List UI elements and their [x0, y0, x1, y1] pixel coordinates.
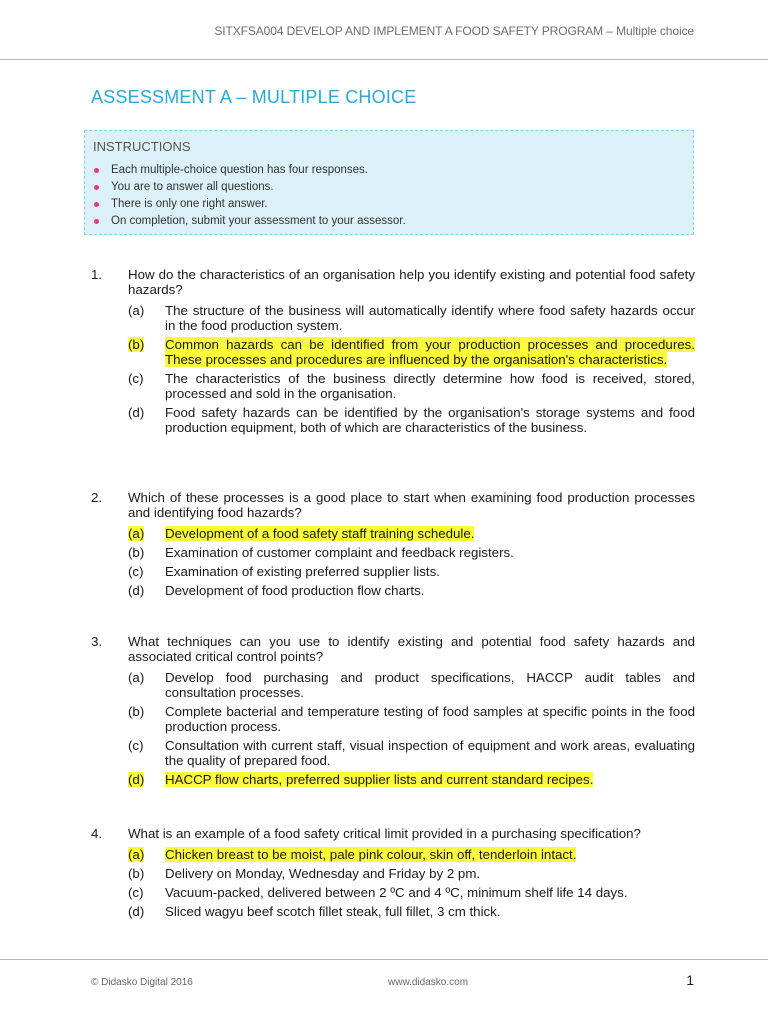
answer-options — [128, 847, 695, 919]
instruction-item — [93, 179, 685, 196]
answer-option-a[interactable] — [128, 303, 695, 333]
answer-options — [128, 526, 695, 598]
highlighted-answer: Chicken breast to be moist, pale pink colour, skin off, tenderloin intact. — [165, 847, 577, 862]
instruction-item — [93, 162, 685, 179]
question-number: 1. — [91, 267, 103, 282]
option-letter: (a) — [128, 526, 145, 541]
option-letter: (c) — [128, 885, 144, 900]
option-letter: (a) — [128, 670, 145, 685]
instructions-box — [84, 130, 694, 235]
page-number: 1 — [686, 972, 694, 988]
question-4 — [91, 826, 695, 923]
option-letter: (d) — [128, 904, 145, 919]
question-number: 3. — [91, 634, 103, 649]
answer-option-d[interactable] — [128, 583, 695, 598]
option-letter: (c) — [128, 564, 144, 579]
question-number: 4. — [91, 826, 103, 841]
highlighted-answer: Development of a food safety staff training schedule. — [165, 526, 475, 541]
option-text: Development of food production flow charts. — [165, 583, 425, 598]
question-1 — [91, 267, 695, 439]
instruction-text: On completion, submit your assessment to your assessor. — [111, 215, 406, 227]
option-text: Consultation with current staff, visual inspection of equipment and work areas, evaluating the quality of prepared food. — [165, 738, 695, 768]
option-letter: (d) — [128, 405, 145, 420]
instruction-text: Each multiple-choice question has four responses. — [111, 164, 368, 176]
footer-url[interactable]: www.didasko.com — [388, 977, 469, 988]
header-rule — [0, 59, 768, 60]
question-text: What techniques can you use to identify existing and potential food safety hazards and associated critical control points? — [128, 634, 695, 664]
answer-option-d[interactable] — [128, 405, 695, 435]
answer-option-a[interactable] — [128, 847, 695, 862]
footer-copyright: © Didasko Digital 2016 — [91, 977, 193, 988]
instruction-item — [93, 213, 685, 230]
question-text: How do the characteristics of an organisation help you identify existing and potential food safety hazards? — [128, 267, 695, 297]
option-text: Vacuum-packed, delivered between 2 ºC and 4 ºC, minimum shelf life 14 days. — [165, 885, 628, 900]
answer-option-b[interactable] — [128, 337, 695, 367]
option-text — [165, 772, 695, 787]
section-heading: ASSESSMENT A – MULTIPLE CHOICE — [91, 87, 417, 107]
instruction-item — [93, 196, 685, 213]
option-letter: (a) — [128, 847, 145, 862]
option-text — [165, 526, 695, 541]
option-letter: (a) — [128, 303, 145, 318]
option-text: Sliced wagyu beef scotch fillet steak, full fillet, 3 cm thick. — [165, 904, 501, 919]
highlighted-answer: Common hazards can be identified from your production processes and procedures. These processes and procedures are influenced by the organisation's characteristics. — [165, 337, 695, 367]
option-text: The structure of the business will automatically identify where food safety hazards occur in the food production system. — [165, 303, 695, 333]
question-3 — [91, 634, 695, 791]
bullet-icon — [94, 185, 99, 190]
bullet-icon — [94, 202, 99, 207]
highlighted-answer: HACCP flow charts, preferred supplier lists and current standard recipes. — [165, 772, 594, 787]
answer-option-b[interactable] — [128, 866, 695, 881]
instructions-list — [93, 162, 685, 230]
option-text: Examination of existing preferred supplier lists. — [165, 564, 440, 579]
option-letter: (d) — [128, 772, 145, 787]
option-text — [165, 847, 695, 862]
answer-option-a[interactable] — [128, 526, 695, 541]
answer-option-c[interactable] — [128, 564, 695, 579]
answer-option-c[interactable] — [128, 738, 695, 768]
option-text: Complete bacterial and temperature testing of food samples at specific points in the food production process. — [165, 704, 695, 734]
instructions-title: INSTRUCTIONS — [93, 139, 191, 154]
option-letter: (b) — [128, 704, 145, 719]
option-text: Develop food purchasing and product specifications, HACCP audit tables and consultation processes. — [165, 670, 695, 700]
answer-option-d[interactable] — [128, 904, 695, 919]
instruction-text: You are to answer all questions. — [111, 181, 274, 193]
bullet-icon — [94, 219, 99, 224]
answer-option-b[interactable] — [128, 545, 695, 560]
question-text: Which of these processes is a good place to start when examining food production processes and identifying food hazards? — [128, 490, 695, 520]
answer-option-b[interactable] — [128, 704, 695, 734]
answer-option-d[interactable] — [128, 772, 695, 787]
bullet-icon — [94, 168, 99, 173]
option-text — [165, 337, 695, 367]
instruction-text: There is only one right answer. — [111, 198, 268, 210]
page-header-title: SITXFSA004 DEVELOP AND IMPLEMENT A FOOD SAFETY PROGRAM – Multiple choice — [214, 24, 694, 38]
answer-option-c[interactable] — [128, 371, 695, 401]
option-letter: (b) — [128, 337, 145, 352]
question-number: 2. — [91, 490, 103, 505]
answer-options — [128, 670, 695, 787]
question-2 — [91, 490, 695, 602]
option-text: Delivery on Monday, Wednesday and Friday by 2 pm. — [165, 866, 481, 881]
option-letter: (c) — [128, 738, 144, 753]
option-text: Food safety hazards can be identified by the organisation's storage systems and food production equipment, both of which are characteristics of the business. — [165, 405, 695, 435]
answer-options — [128, 303, 695, 435]
option-text: The characteristics of the business directly determine how food is received, stored, processed and sold in the organisation. — [165, 371, 695, 401]
option-letter: (b) — [128, 866, 145, 881]
option-text: Examination of customer complaint and feedback registers. — [165, 545, 514, 560]
option-letter: (c) — [128, 371, 144, 386]
footer-rule — [0, 959, 768, 960]
answer-option-a[interactable] — [128, 670, 695, 700]
answer-option-c[interactable] — [128, 885, 695, 900]
question-text: What is an example of a food safety critical limit provided in a purchasing specification? — [128, 826, 641, 841]
option-letter: (d) — [128, 583, 145, 598]
option-letter: (b) — [128, 545, 145, 560]
